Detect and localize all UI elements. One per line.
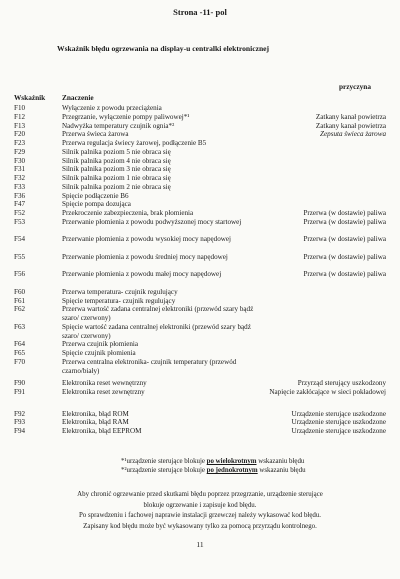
row-meaning: Przerwanie płomienia z powodu małej mocy napędowej [62, 270, 222, 279]
row-code: F31 [14, 165, 26, 174]
table-row [14, 165, 386, 174]
row-cause: Przerwa (w dostawie) paliwa [303, 252, 386, 261]
row-cause: Napięcie zakłócające w sieci pokładowej [269, 388, 386, 396]
table-row [14, 209, 386, 218]
row-cause: Przyrząd sterujący uszkodzony [297, 379, 386, 388]
table-row [14, 410, 386, 419]
footer-note [22, 490, 378, 532]
row-code: F62 [14, 305, 26, 314]
row-meaning: Przegrzanie, wyłączenie pompy paliwowej*¹ [62, 112, 190, 121]
table-row [14, 218, 386, 236]
column-header-meaning: Znaczenie [62, 93, 94, 102]
row-code: F33 [14, 182, 26, 191]
row-code: F56 [14, 270, 26, 279]
table-row [14, 130, 386, 139]
table-row [14, 305, 386, 323]
row-cause: Urządzenie sterujące uszkodzone [291, 418, 386, 427]
footnote-1: *¹urządzenie sterujące blokuje po wielokrotnym wskazaniu błędu [121, 458, 305, 465]
footer-line: Aby chronić ogrzewanie przed skutkami błędu poprzez przegrzanie, urządzenie sterujące [77, 491, 323, 498]
row-code: F32 [14, 174, 26, 182]
row-meaning: Silnik palnika poziom 3 nie obraca się [62, 165, 171, 174]
row-code: F61 [14, 296, 26, 305]
column-header-cause: przyczyna [339, 82, 372, 91]
row-code: F36 [14, 191, 26, 200]
row-meaning: Przerwa świeca żarowa [62, 130, 129, 139]
row-meaning: Przerwa temperatura- czujnik regulujący [62, 287, 178, 296]
row-meaning: Silnik palnika poziom 2 nie obraca się [62, 182, 171, 191]
table-row [14, 418, 386, 427]
row-meaning: Przerwa wartość zadana centralnej elektroniki (przewód szary bądź szaro/ czerwony) [62, 305, 254, 322]
row-code: F13 [14, 121, 26, 130]
row-meaning: Przerwanie płomienia z powodu średniej mocy napędowej [62, 252, 228, 261]
row-cause: Przerwa (w dostawie) paliwa [303, 235, 386, 244]
table-row [14, 183, 386, 192]
table-row [14, 358, 386, 376]
row-meaning: Elektronika, błąd ROM [62, 409, 129, 418]
row-meaning: Elektronika reset wewnętrzny [62, 379, 147, 388]
row-cause: Zatkany kanał powietrza [315, 121, 386, 130]
row-meaning: Silnik palnika poziom 5 nie obraca się [62, 147, 171, 156]
table-row [14, 113, 386, 122]
row-meaning: Spięcie wartość zadana centralnej elektroniki (przewód szary bądź szaro/ czerwony) [62, 322, 251, 340]
row-meaning: Silnik palnika poziom 4 nie obraca się [62, 156, 171, 165]
row-code: F54 [14, 235, 26, 244]
row-meaning: Przerwa czujnik płomienia [62, 340, 139, 349]
row-meaning: Spięcie podłączenie B6 [62, 191, 129, 200]
table-row [14, 349, 386, 358]
row-meaning: Silnik palnika poziom 1 nie obraca się [62, 174, 171, 182]
table-row [14, 104, 386, 113]
row-code: F53 [14, 217, 26, 226]
row-code: F20 [14, 130, 26, 139]
row-code: F23 [14, 139, 26, 147]
row-cause: Przerwa (w dostawie) paliwa [303, 209, 386, 217]
row-cause: Urządzenie sterujące uszkodzone [291, 427, 386, 435]
table-row [14, 297, 386, 306]
row-code: F55 [14, 252, 26, 261]
row-code: F29 [14, 147, 26, 156]
row-meaning: Spięcie temperatura- czujnik regulujący [62, 296, 176, 305]
row-cause: Zepsuta świeca żarowa [320, 130, 386, 139]
row-code: F30 [14, 156, 26, 165]
row-code: F70 [14, 357, 26, 366]
row-meaning: Wyłączenie z powodu przeciążenia [62, 104, 162, 112]
table-row [14, 340, 386, 349]
table-row [14, 379, 386, 388]
table-row [14, 148, 386, 157]
page-header: Strona -11- pol [173, 7, 227, 17]
table-row [14, 200, 386, 209]
row-meaning: Przerwa centralna elektronika- czujnik temperatury (przewód czarno/biały) [62, 357, 237, 375]
row-code: F10 [14, 104, 26, 112]
table-row [14, 139, 386, 148]
row-code: F91 [14, 388, 26, 396]
table-row [14, 323, 386, 341]
table-row [14, 388, 386, 406]
section-title: Wskaźnik błędu ogrzewania na display-u centralki elektronicznej [57, 44, 270, 53]
row-cause: Zatkany kanał powietrza [315, 112, 386, 121]
row-meaning: Przerwanie płomienia z powodu podwyższonej mocy startowej [62, 217, 242, 226]
table-row [14, 157, 386, 166]
row-code: F94 [14, 427, 26, 435]
footnote-2: *²urządzenie sterujące blokuje po jednokrotnym wskazaniu błędu [121, 467, 306, 474]
table-row [14, 270, 386, 288]
row-cause: Przerwa (w dostawie) paliwa [303, 217, 386, 226]
table-row [14, 253, 386, 271]
footer-line: Po sprawdzeniu i fachowej naprawie instalacji grzewczej należy wykasować kod błędu. [78, 512, 322, 519]
column-header-code: Wskaźnik [14, 93, 46, 102]
row-code: F65 [14, 349, 26, 357]
row-meaning: Nadwyżka temperatury czujnik ognia*² [62, 121, 175, 130]
table-row [14, 235, 386, 253]
row-meaning: Spięcie czujnik płomienia [62, 349, 136, 357]
table-row [14, 192, 386, 201]
error-code-table [14, 104, 386, 436]
row-code: F52 [14, 209, 26, 217]
table-row [14, 174, 386, 183]
row-code: F64 [14, 340, 26, 349]
footer-line: blokuje ogrzewanie i zapisuje kod błędu. [143, 501, 257, 509]
row-meaning: Przekroczenie zabezpieczenia, brak płomienia [62, 209, 194, 217]
row-code: F92 [14, 409, 26, 418]
row-meaning: Elektronika, błąd RAM [62, 418, 129, 427]
table-row [14, 122, 386, 131]
row-code: F60 [14, 287, 26, 296]
row-cause: Przerwa (w dostawie) paliwa [303, 270, 386, 279]
row-code: F47 [14, 200, 26, 209]
row-meaning: Spięcie pompa dozująca [62, 200, 131, 209]
row-meaning: Przerwanie płomienia z powodu wysokiej mocy napędowej [62, 235, 232, 244]
row-code: F63 [14, 322, 26, 331]
row-meaning: Elektronika, błąd EEPROM [62, 427, 142, 435]
row-code: F12 [14, 112, 26, 121]
row-meaning: Przerwa regulacja świecy żarowej, podłączenie B5 [62, 139, 207, 147]
page-number: 11 [196, 540, 204, 549]
row-code: F90 [14, 379, 26, 388]
table-row [14, 427, 386, 436]
table-row [14, 288, 386, 297]
row-cause: Urządzenie sterujące uszkodzone [291, 409, 386, 418]
row-code: F93 [14, 418, 26, 427]
footer-line: Zapisany kod błędu może być wykasowany tylko za pomocą przyrządu kontrolnego. [83, 522, 317, 530]
row-meaning: Elektronika reset zewnętrzny [62, 388, 145, 396]
